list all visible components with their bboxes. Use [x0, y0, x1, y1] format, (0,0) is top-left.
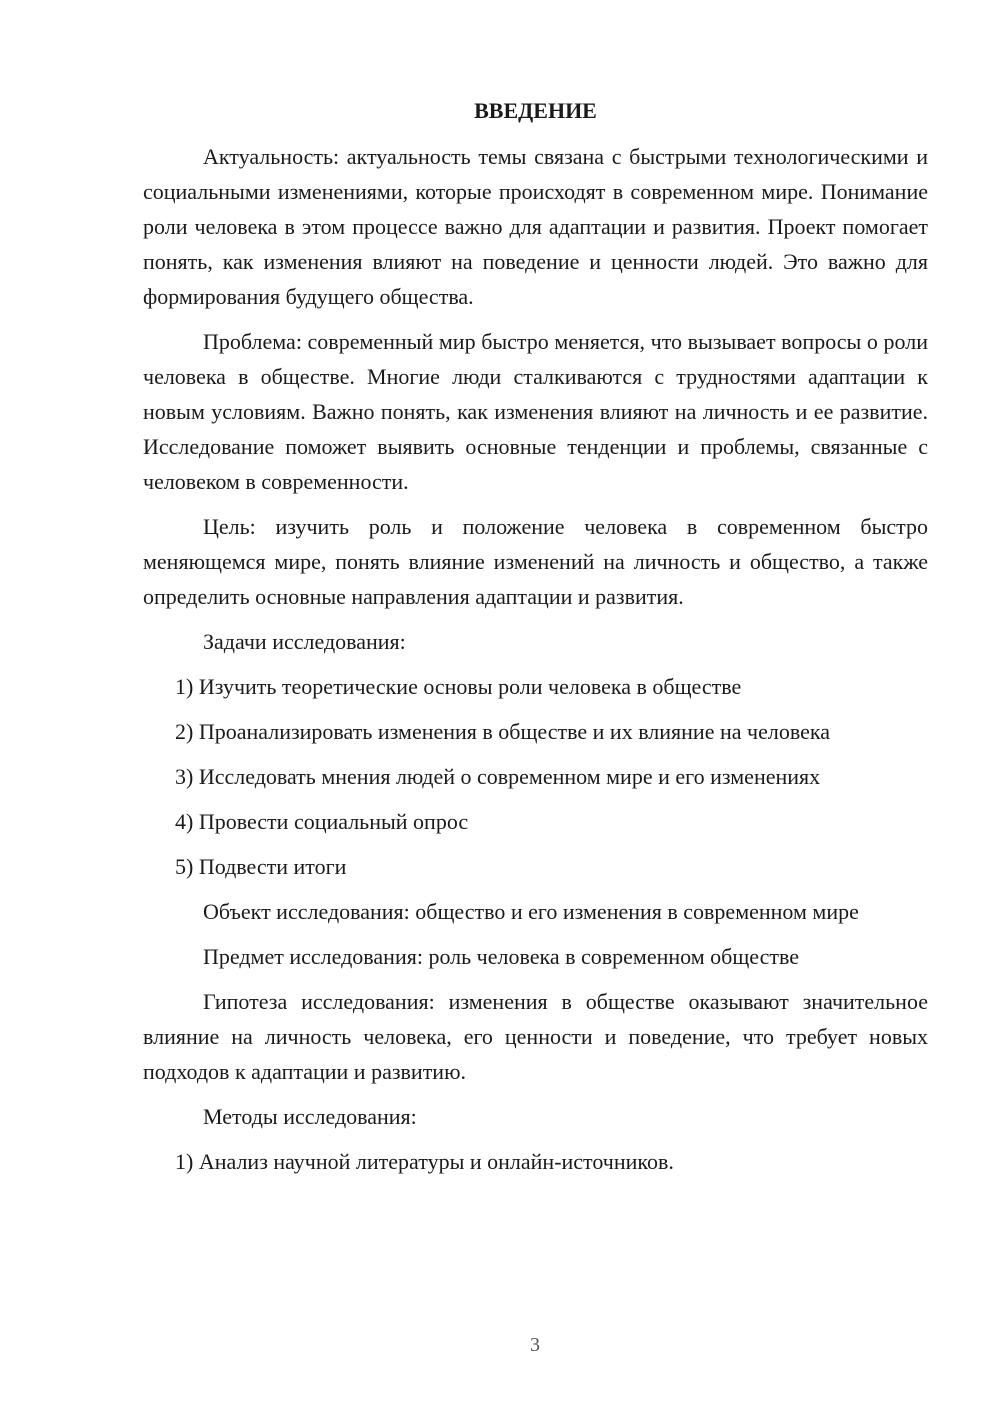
goal-paragraph: Цель: изучить роль и положение человека в современном быстро меняющемся мире, понять влияние изменений на личность и общество, а также определить основные направления адаптации и развития.	[143, 514, 928, 609]
tasks-list	[143, 669, 928, 884]
object-paragraph: Объект исследования: общество и его изменения в современном мире	[203, 899, 859, 924]
hypothesis-paragraph: Гипотеза исследования: изменения в обществе оказывают значительное влияние на личность человека, его ценности и поведение, что требует новых подходов к адаптации и развитию.	[143, 989, 928, 1084]
list-item: 1) Анализ научной литературы и онлайн-источников.	[175, 1149, 674, 1174]
page-title: ВВЕДЕНИЕ	[474, 98, 597, 123]
subject-paragraph: Предмет исследования: роль человека в современном обществе	[203, 944, 800, 969]
page-number: 3	[530, 1334, 540, 1356]
list-item: 2) Проанализировать изменения в обществе и их влияние на человека	[175, 719, 830, 744]
list-item: 1) Изучить теоретические основы роли человека в обществе	[175, 674, 742, 699]
document-page	[143, 95, 928, 1189]
methods-heading: Методы исследования:	[203, 1104, 417, 1129]
relevance-paragraph: Актуальность: актуальность темы связана с быстрыми технологическими и социальными изменениями, которые происходят в современном мире. Понимание роли человека в этом процессе важно для адаптации и развития. Проект помогает понять, как изменения влияют на поведение и ценности людей. Это важно для формирования будущего общества.	[143, 144, 928, 309]
list-item: 5) Подвести итоги	[175, 854, 347, 879]
list-item: 4) Провести социальный опрос	[175, 809, 469, 834]
methods-list	[143, 1144, 928, 1179]
list-item: 3) Исследовать мнения людей о современном мире и его изменениях	[175, 764, 821, 789]
problem-paragraph: Проблема: современный мир быстро меняется, что вызывает вопросы о роли человека в обществе. Многие люди сталкиваются с трудностями адаптации к новым условиям. Важно понять, как изменения влияют на личность и ее развитие. Исследование поможет выявить основные тенденции и проблемы, связанные с человеком в современности.	[143, 329, 928, 494]
tasks-heading: Задачи исследования:	[203, 629, 406, 654]
